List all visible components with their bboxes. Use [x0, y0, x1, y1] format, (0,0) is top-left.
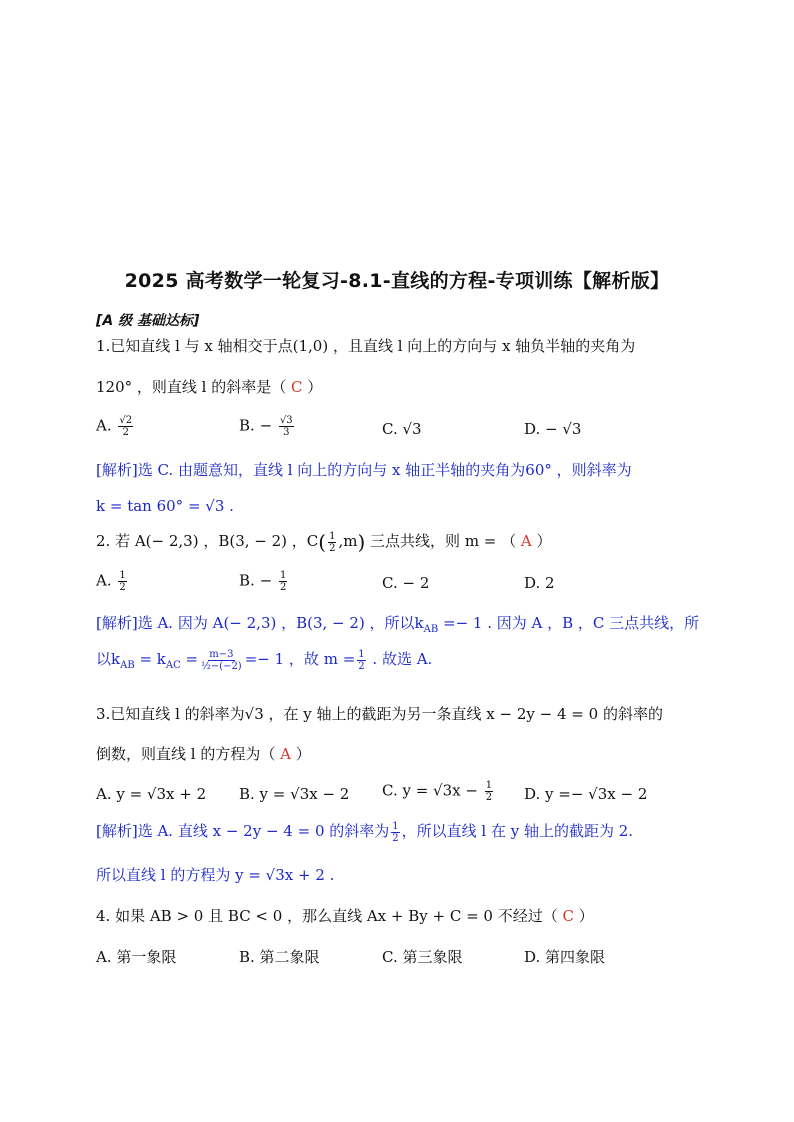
q2-answer: A — [520, 532, 532, 550]
q1-answer: C — [291, 378, 303, 396]
q3-answer: A — [280, 745, 291, 763]
q2-option-b-den: 2 — [279, 582, 287, 593]
q1-option-b-minus: − — [259, 416, 273, 435]
q1-option-c: C. √3 — [382, 420, 422, 438]
q1-option-b-den: 3 — [283, 427, 290, 438]
q3-analysis-line1-post: ，所以直线 l 在 y 轴上的截距为 2. — [401, 822, 634, 840]
q2-analysis-sub-ab: AB — [423, 624, 439, 635]
q3-analysis-num: 1 — [392, 820, 399, 832]
q3-option-c — [382, 780, 495, 803]
q3-option-d: D. y =− √3x − 2 — [524, 785, 648, 803]
q2-option-b — [239, 570, 289, 593]
q2-c-x-num: 1 — [329, 530, 336, 542]
q3-analysis-line1-text: [解析]选 A. 直线 x − 2y − 4 = 0 的斜率为 — [96, 822, 390, 840]
q2-stem-text: 2. 若 A(− 2,3) ，B(3, − 2) ，C — [96, 532, 319, 550]
q1-option-b-label: B. — [239, 416, 255, 435]
q2-option-b-label: B. — [239, 571, 255, 590]
q2-option-a-den: 2 — [119, 582, 126, 593]
q2-option-d: D. 2 — [524, 574, 555, 592]
q2-analysis-sub-ab2: AB — [120, 660, 135, 671]
q1-option-a-fraction — [118, 415, 133, 438]
q2-analysis-slope-num: m−3 — [209, 648, 234, 660]
q2-analysis-line1-text: [解析]选 A. 因为 A(− 2,3) ，B(3, − 2) ，所以k — [96, 614, 424, 632]
q1-option-b-num: √3 — [279, 415, 293, 426]
q4-answer: C — [562, 907, 574, 925]
q2-option-a-num: 1 — [119, 570, 126, 581]
q2-option-b-num: 1 — [279, 570, 287, 581]
q1-stem-line2-text: 120° ，则直线 l 的斜率是（ — [96, 378, 292, 396]
q3-option-a: A. y = √3x + 2 — [96, 785, 207, 803]
q1-analysis-line2: k = tan 60° = √3 . — [96, 497, 234, 515]
q3-analysis-line2: 所以直线 l 的方程为 y = √3x + 2 . — [96, 866, 335, 884]
q2-c-x-den: 2 — [329, 542, 336, 554]
q2-stem: 2. 若 A(− 2,3) ，B(3, − 2) ，C( $\frac{1}{2}$ ,m) 三点共线，则 m = （ A ） — [96, 530, 552, 554]
q4-stem: 4. 如果 AB > 0 且 BC < 0 ，那么直线 Ax + By + C = 0 不经过（ C ） — [96, 907, 594, 925]
q3-analysis-fraction — [391, 821, 399, 844]
q2-option-c: C. − 2 — [382, 574, 430, 592]
q4-option-a: A. 第一象限 — [96, 948, 177, 966]
q2-analysis-slope-fraction — [200, 649, 243, 672]
q2-analysis-line1 — [96, 612, 699, 635]
q2-analysis-m-fraction — [357, 649, 365, 672]
q2-analysis-m-den: 2 — [358, 660, 365, 672]
q2-option-b-fraction — [279, 570, 287, 593]
q2-analysis-slope-den: ½−(−2) — [201, 660, 242, 672]
q2-c-x-fraction — [328, 531, 336, 554]
q3-option-c-text: C. y = √3x − — [382, 781, 478, 800]
q1-option-a-num: √2 — [119, 415, 133, 426]
q2-analysis-line2 — [96, 648, 432, 672]
q4-option-d: D. 第四象限 — [524, 948, 606, 966]
q3-option-c-fraction — [485, 780, 493, 803]
section-heading: [A 级 基础达标] — [96, 313, 200, 329]
q1-option-b-fraction — [279, 415, 294, 438]
q1-stem-line2: 120° ，则直线 l 的斜率是（ C ） — [96, 378, 323, 396]
q3-option-c-den: 2 — [485, 792, 493, 803]
q2-option-a-label: A. — [96, 571, 112, 590]
q2-c-y: ,m — [338, 532, 358, 550]
q3-option-b: B. y = √3x − 2 — [239, 785, 350, 803]
document-title: 2025 高考数学一轮复习-8.1-直线的方程-专项训练【解析版】 — [124, 270, 670, 292]
q1-option-a — [96, 415, 135, 438]
q3-stem-line2: 倒数，则直线 l 的方程为（ A ） — [96, 745, 311, 763]
q1-analysis-line1: [解析]选 C. 由题意知，直线 l 向上的方向与 x 轴正半轴的夹角为60° ，则斜率为 — [96, 461, 632, 479]
q2-option-a — [96, 570, 129, 593]
q2-stem-post: 三点共线，则 m = （ — [365, 532, 521, 550]
q2-analysis-line2-pre: 以k — [96, 650, 121, 668]
q4-option-c: C. 第三象限 — [382, 948, 463, 966]
q2-analysis-line2-mid: = k — [134, 650, 166, 668]
q1-option-a-label: A. — [96, 416, 112, 435]
q2-analysis-line2-post2: . 故选 A. — [367, 650, 433, 668]
q2-analysis-line1-post: =− 1 . 因为 A ，B ，C 三点共线，所 — [438, 614, 700, 632]
q3-analysis-line1 — [96, 820, 633, 844]
q2-option-b-minus: − — [259, 571, 273, 590]
q2-analysis-sub-ac: AC — [165, 660, 181, 671]
q3-option-c-num: 1 — [485, 780, 493, 791]
q4-stem-text: 4. 如果 AB > 0 且 BC < 0 ，那么直线 Ax + By + C = 0 不经过（ — [96, 907, 563, 925]
q4-option-b: B. 第二象限 — [239, 948, 320, 966]
q1-option-a-den: 2 — [122, 427, 129, 438]
q3-stem-line1: 3.已知直线 l 的斜率为√3 ，在 y 轴上的截距为另一条直线 x − 2y − 4 = 0 的斜率的 — [96, 705, 663, 723]
q2-option-a-fraction — [118, 570, 126, 593]
q3-analysis-den: 2 — [392, 832, 399, 844]
q2-analysis-m-num: 1 — [358, 648, 365, 660]
q1-option-b — [239, 415, 296, 438]
q2-analysis-line2-eq: = — [180, 650, 199, 668]
q3-stem-line2-text: 倒数，则直线 l 的方程为（ — [96, 745, 281, 763]
q1-option-d: D. − √3 — [524, 420, 582, 438]
q1-stem-line1: 1.已知直线 l 与 x 轴相交于点(1,0) ，且直线 l 向上的方向与 x 轴负半轴的夹角为 — [96, 337, 636, 355]
q2-analysis-line2-post1: =− 1 ，故 m = — [244, 650, 356, 668]
